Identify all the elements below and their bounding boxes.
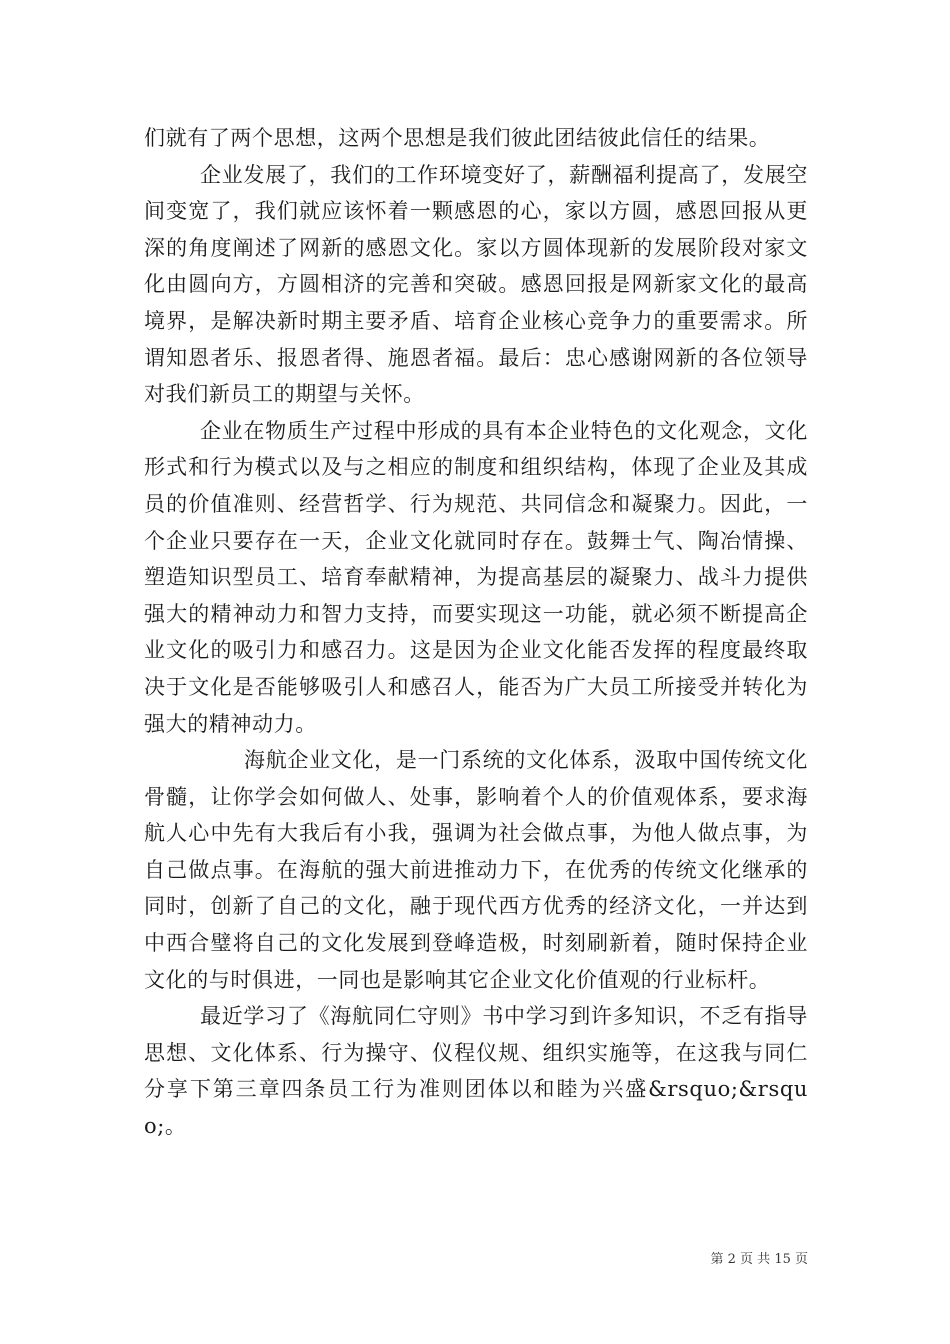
paragraph-enterprise-culture: 企业在物质生产过程中形成的具有本企业特色的文化观念，文化形式和行为模式以及与之相应的制度和组织结构，体现了企业及其成员的价值准则、经营哲学、行为规范、共同信念和凝聚力。因此，一个企业只要存在一天，企业文化就同时存在。鼓舞士气、陶冶情操、塑造知识型员工、培育奉献精神，为提高基层的凝聚力、战斗力提供强大的精神动力和智力支持，而要实现这一功能，就必须不断提高企业文化的吸引力和感召力。这是因为企业文化能否发挥的程度最终取决于文化是否能够吸引人和感召人，能否为广大员工所接受并转化为强大的精神动力。 [144, 418, 808, 736]
paragraph-gratitude-culture: 企业发展了，我们的工作环境变好了，薪酬福利提高了，发展空间变宽了，我们就应该怀着一颗感恩的心，家以方圆，感恩回报从更深的角度阐述了网新的感恩文化。家以方圆体现新的发展阶段对家文化由圆向方，方圆相济的完善和突破。感恩回报是网新家文化的最高境界，是解决新时期主要矛盾、培育企业核心竞争力的重要需求。所谓知恩者乐、报恩者得、施恩者福。最后：忠心感谢网新的各位领导对我们新员工的期望与关怀。 [144, 162, 808, 407]
document-body [144, 120, 808, 1145]
paragraph-continuation: 们就有了两个思想，这两个思想是我们彼此团结彼此信任的结果。 [144, 126, 771, 150]
paragraph-hna-culture: 海航企业文化，是一门系统的文化体系，汲取中国传统文化骨髓，让你学会如何做人、处事，影响着个人的价值观体系，要求海航人心中先有大我后有小我，强调为社会做点事，为他人做点事，为自己做点事。在海航的强大前进推动力下，在优秀的传统文化继承的同时，创新了自己的文化，融于现代西方优秀的经济文化，一并达到中西合璧将自己的文化发展到登峰造极，时刻刷新着，随时保持企业文化的与时俱进，一同也是影响其它企业文化价值观的行业标杆。 [144, 748, 808, 992]
page-number-footer: 第 2 页 共 15 页 [710, 1252, 808, 1267]
paragraph-colleague-code: 最近学习了《海航同仁守则》书中学习到许多知识，不乏有指导思想、文化体系、行为操守、仪程仪规、组织实施等，在这我与同仁分享下第三章四条员工行为准则团体以和睦为兴盛&rsquo;&rsquo;。 [144, 1004, 808, 1139]
